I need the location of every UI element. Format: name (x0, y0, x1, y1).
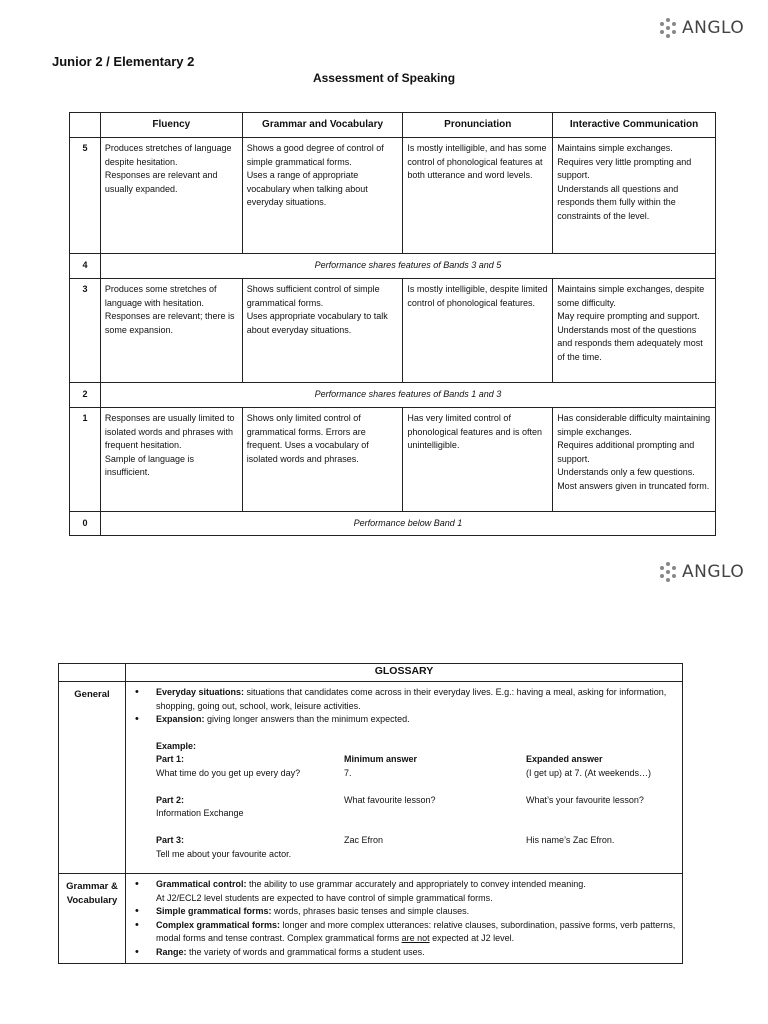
part-prompt: Tell me about your favourite actor. (156, 848, 292, 859)
cell-text: Produces some stretches of language with hesitation. (104, 284, 217, 308)
band-row-0 (70, 512, 716, 536)
cell-text: Understands all questions and responds them fully within the constraints of the level. (557, 183, 679, 221)
interactive-cell (553, 408, 716, 512)
anglo-logo-top (658, 17, 744, 39)
cell-text: Responses are relevant; there is some expansion. (104, 311, 235, 335)
term: Grammatical control: (156, 879, 247, 889)
expanded-answer: (I get up) at 7. (At weekends…) (526, 767, 652, 778)
expanded-header: Expanded answer (526, 754, 603, 764)
list-item (132, 713, 676, 727)
pronunciation-cell (403, 138, 553, 254)
band-row-2 (70, 383, 716, 408)
definition: At J2/ECL2 level students are expected to have control of simple grammatical forms. (156, 892, 493, 903)
cell-text: Requires additional prompting and support. (557, 440, 695, 464)
minimum-answer: What favourite lesson? (344, 794, 436, 805)
anglo-logo-icon (658, 561, 678, 583)
cell-text: Shows sufficient control of simple grammatical forms. (246, 284, 380, 308)
interactive-cell (553, 138, 716, 254)
band-number: 5 (70, 138, 101, 254)
band-row-1 (70, 408, 716, 512)
band-row-5 (70, 138, 716, 254)
page-title: Assessment of Speaking (312, 71, 456, 85)
glossary-row-general (59, 682, 683, 874)
column-header: Fluency (100, 113, 242, 138)
glossary-title: GLOSSARY (126, 664, 683, 682)
band-number: 0 (70, 512, 101, 536)
list-item (132, 946, 676, 960)
definition: longer and more complex utterances: relative clauses, subordination, passive forms, verb patterns, modal forms and tense contrast. Complex grammatical forms (156, 919, 676, 943)
column-header: Pronunciation (403, 113, 553, 138)
header-row (70, 113, 716, 138)
anglo-logo-middle (658, 561, 744, 583)
fluency-cell (100, 138, 242, 254)
part-prompt: What time do you get up every day? (156, 767, 301, 778)
cell-text: Sample of language is insufficient. (104, 453, 194, 477)
column-header: Grammar and Vocabulary (242, 113, 403, 138)
pronunciation-cell (403, 279, 553, 383)
cell-text: Responses are relevant and usually expanded. (104, 170, 218, 194)
anglo-logo-icon (658, 17, 678, 39)
example-label: Example: (156, 740, 197, 751)
part-label: Part 2: (156, 794, 185, 805)
shared-features-cell: Performance shares features of Bands 1 and 3 (100, 383, 715, 408)
cell-text: Produces stretches of language despite hesitation. (104, 143, 232, 167)
band-number: 4 (70, 254, 101, 279)
cell-text: Maintains simple exchanges, despite some difficulty. (557, 284, 705, 308)
cell-text: Responses are usually limited to isolated words and phrases with frequent hesitation. (104, 413, 235, 450)
example-grid (156, 740, 676, 862)
band-number: 2 (70, 383, 101, 408)
part-label: Part 3: (156, 835, 185, 845)
definition: words, phrases basic tenses and simple clauses. (271, 906, 470, 916)
cell-text: Understands most of the questions and responds them adequately most of the time. (557, 324, 703, 362)
part-label: Part 1: (156, 754, 185, 764)
glossary-table (58, 663, 683, 964)
cell-text: Uses a range of appropriate vocabulary when talking about everyday situations. (246, 170, 368, 207)
term: Range: (156, 946, 187, 957)
minimum-header: Minimum answer (344, 754, 418, 764)
cell-text: Uses appropriate vocabulary to talk about everyday situations. (246, 311, 388, 335)
column-header: Interactive Communication (553, 113, 716, 138)
definition: giving longer answers than the minimum expected. (204, 714, 410, 724)
cell-text: Understands only a few questions. Most answers given in truncated form. (557, 467, 710, 491)
cell-text: Is mostly intelligible, despite limited control of phonological features. (407, 284, 548, 308)
glossary-header-blank (59, 664, 126, 682)
category-label: Grammar & Vocabulary (59, 874, 126, 964)
category-label: General (59, 682, 126, 874)
minimum-answer: 7. (344, 767, 352, 778)
term: Expansion: (156, 714, 205, 724)
glossary-content (126, 874, 683, 964)
part-prompt: Information Exchange (156, 808, 244, 818)
expanded-answer: His name’s Zac Efron. (526, 835, 615, 845)
term: Simple grammatical forms: (156, 906, 272, 916)
band-number: 1 (70, 408, 101, 512)
definition: expected at J2 level. (429, 933, 515, 943)
band-row-4 (70, 254, 716, 279)
cell-text: Has very limited control of phonological features and is often unintelligible. (407, 413, 543, 450)
minimum-answer: Zac Efron (344, 835, 384, 845)
cell-text: May require prompting and support. (557, 311, 700, 321)
grammar-cell (242, 408, 403, 512)
logo-text: ANGLO (682, 562, 745, 582)
term: Complex grammatical forms: (156, 919, 281, 930)
interactive-cell (553, 279, 716, 383)
underlined-text: are not (401, 933, 430, 943)
definition: the ability to use grammar accurately and appropriately to convey intended meaning. (246, 879, 586, 889)
band-row-3 (70, 279, 716, 383)
glossary-row-grammar (59, 874, 683, 964)
list-item (132, 686, 676, 713)
cell-text: Maintains simple exchanges. (557, 143, 673, 153)
fluency-cell (100, 279, 242, 383)
glossary-content (126, 682, 683, 874)
assessment-table (69, 112, 716, 536)
level-heading: Junior 2 / Elementary 2 (52, 54, 195, 69)
cell-text: Shows only limited control of grammatical forms. Errors are frequent. Uses a vocabulary of isolated words and phrases. (246, 413, 369, 464)
list-item (132, 919, 676, 946)
term: Everyday situations: (156, 687, 245, 697)
band-number: 3 (70, 279, 101, 383)
pronunciation-cell (403, 408, 553, 512)
shared-features-cell: Performance shares features of Bands 3 and 5 (100, 254, 715, 279)
fluency-cell (100, 408, 242, 512)
logo-text: ANGLO (682, 18, 745, 38)
grammar-cell (242, 279, 403, 383)
cell-text: Has considerable difficulty maintaining simple exchanges. (557, 413, 711, 437)
cell-text: Is mostly intelligible, and has some control of phonological features at both utterance and word levels. (407, 143, 547, 180)
list-item (132, 878, 676, 905)
definition: situations that candidates come across in their everyday lives. E.g.: having a meal, asking for information, shopping, going out, school, work, leisure activities. (156, 687, 667, 711)
shared-features-cell: Performance below Band 1 (100, 512, 715, 536)
grammar-cell (242, 138, 403, 254)
list-item (132, 905, 676, 919)
expanded-answer: What’s your favourite lesson? (526, 794, 644, 805)
band-header (70, 113, 101, 138)
cell-text: Shows a good degree of control of simple grammatical forms. (246, 143, 384, 167)
glossary-header-row (59, 664, 683, 682)
definition: the variety of words and grammatical forms a student uses. (186, 946, 425, 957)
cell-text: Requires very little prompting and support. (557, 156, 692, 180)
